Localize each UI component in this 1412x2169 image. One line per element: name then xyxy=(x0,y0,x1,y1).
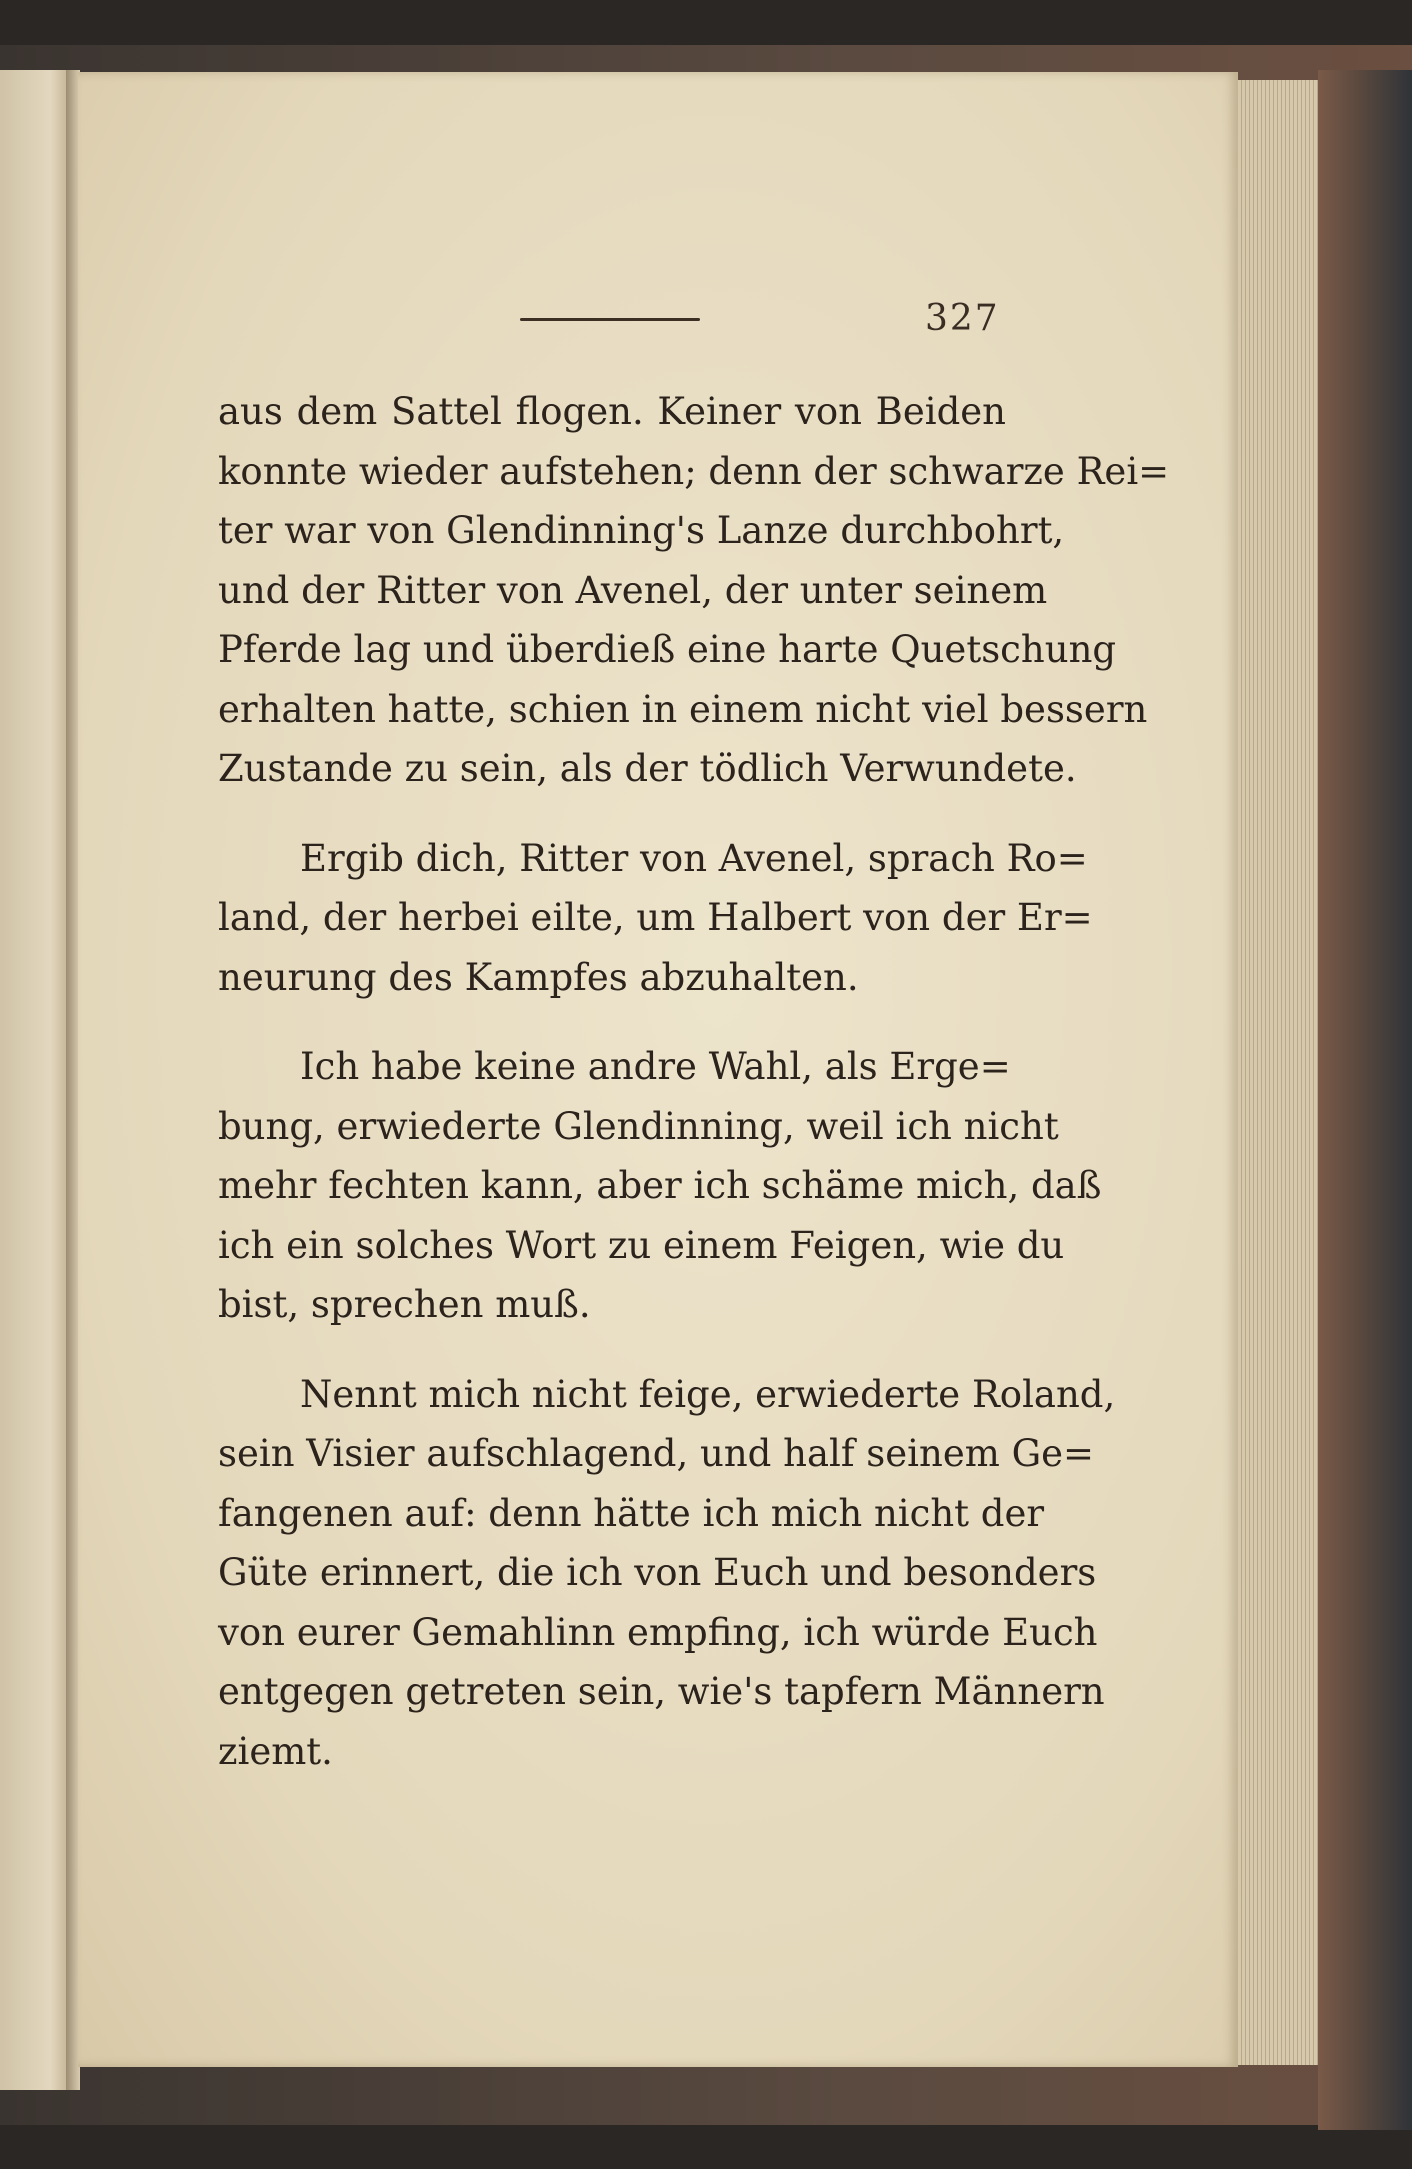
text-line: Nennt mich nicht feige, erwiederte Roland, xyxy=(300,1372,1116,1416)
paragraph-2 xyxy=(218,829,1093,1008)
text-line: land, der herbei eilte, um Halbert von der Er= xyxy=(218,896,1093,939)
paragraph-1 xyxy=(218,382,1170,799)
header-rule xyxy=(520,318,700,321)
text-line: Ergib dich, Ritter von Avenel, sprach Ro= xyxy=(300,836,1088,880)
text-line: und der Ritter von Avenel, der unter seinem xyxy=(218,568,1048,612)
text-line: ich ein solches Wort zu einem Feigen, wie du xyxy=(218,1223,1065,1267)
text-line: neurung des Kampfes abzuhalten. xyxy=(218,955,859,999)
text-line: ziemt. xyxy=(218,1729,333,1773)
text-line: Zustande zu sein, als der tödlich Verwundete. xyxy=(218,747,1077,790)
text-line: Pferde lag und überdieß eine harte Quetschung xyxy=(218,628,1117,671)
text-line: entgegen getreten sein, wie's tapfern Männern xyxy=(218,1670,1105,1713)
page-edges xyxy=(1238,80,1318,2065)
text-line: konnte wieder aufstehen; denn der schwarze Rei= xyxy=(218,449,1170,493)
text-line: Ich habe keine andre Wahl, als Erge= xyxy=(300,1045,1011,1088)
paragraph-3 xyxy=(218,1037,1102,1335)
text-line: bung, erwiederte Glendinning, weil ich nicht xyxy=(218,1104,1059,1148)
text-line: von eurer Gemahlinn empfing, ich würde Euch xyxy=(218,1610,1098,1654)
text-line: Güte erinnert, die ich von Euch und besonders xyxy=(218,1551,1097,1594)
left-page-edge xyxy=(0,70,72,2090)
text-line: erhalten hatte, schien in einem nicht viel bessern xyxy=(218,687,1148,731)
book-spine xyxy=(1318,70,1412,2130)
text-block xyxy=(218,382,1170,1811)
text-line: mehr fechten kann, aber ich schäme mich, daß xyxy=(218,1164,1102,1207)
text-line: bist, sprechen muß. xyxy=(218,1283,591,1326)
page-number: 327 xyxy=(925,298,1000,339)
text-line: ter war von Glendinning's Lanze durchbohrt, xyxy=(218,509,1065,552)
text-line: sein Visier aufschlagend, und half seinem Ge= xyxy=(218,1432,1095,1475)
text-line: fangenen auf: denn hätte ich mich nicht der xyxy=(218,1491,1045,1535)
text-line: aus dem Sattel flogen. Keiner von Beiden xyxy=(218,390,1006,433)
paragraph-4 xyxy=(218,1365,1116,1782)
